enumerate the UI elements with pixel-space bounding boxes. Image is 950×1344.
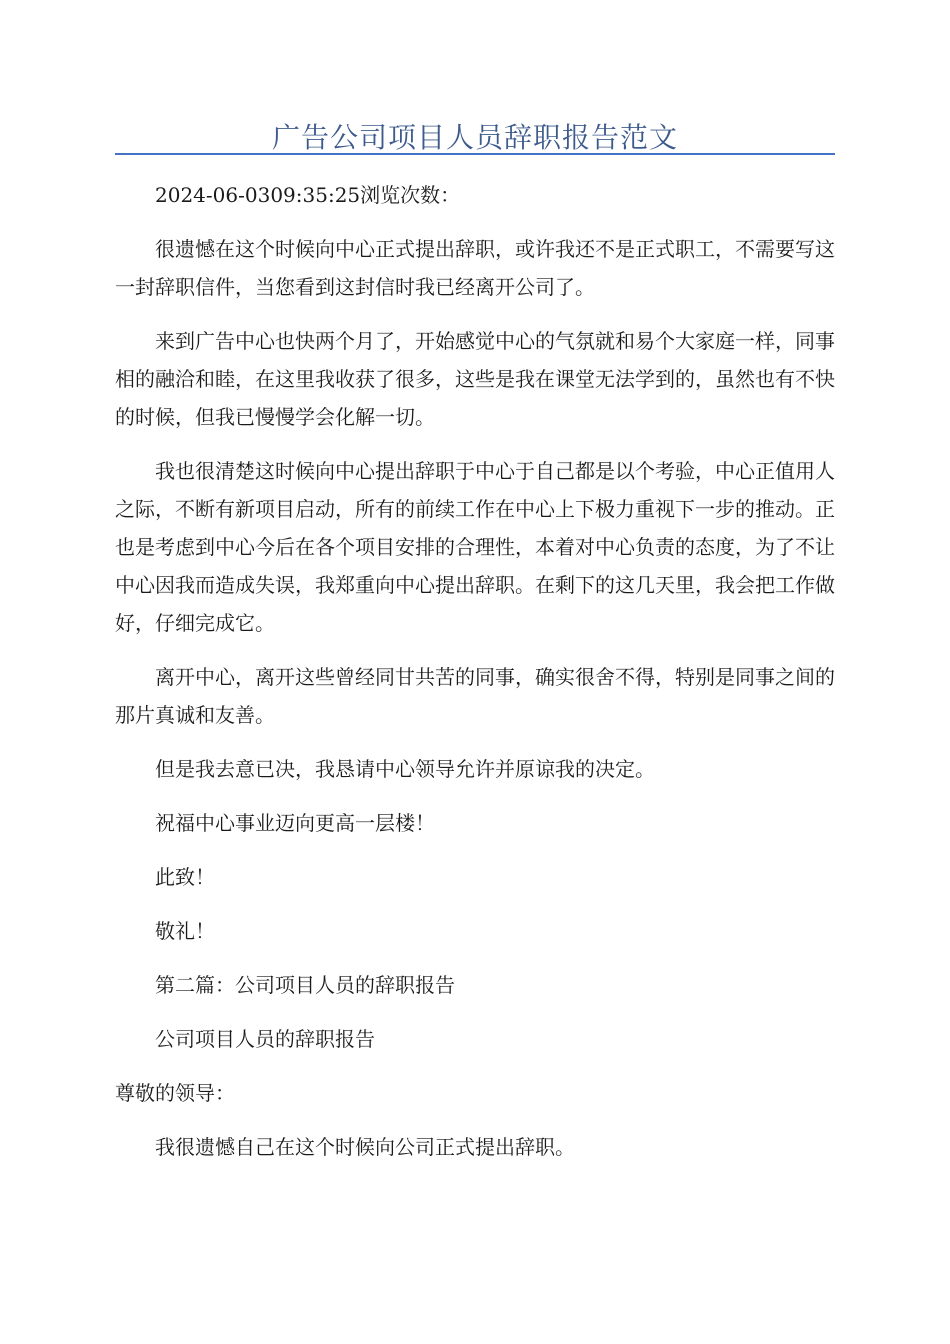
document-body (115, 176, 835, 1182)
closing-paragraph: 我很遗憾自己在这个时候向公司正式提出辞职。 (155, 1135, 575, 1159)
paragraph-6: 祝福中心事业迈向更高一层楼！ (155, 811, 435, 835)
paragraph-4: 离开中心，离开这些曾经同甘共苦的同事，确实很舍不得，特别是同事之间的那片真诚和友善。 (115, 665, 835, 727)
paragraph-1: 很遗憾在这个时候向中心正式提出辞职，或许我还不是正式职工，不需要写这一封辞职信件，当您看到这封信时我已经离开公司了。 (115, 237, 835, 299)
document-title: 广告公司项目人员辞职报告范文 (271, 121, 678, 154)
section-subtitle: 公司项目人员的辞职报告 (155, 1027, 375, 1051)
salutation: 尊敬的领导： (115, 1081, 235, 1105)
title-underline (115, 153, 835, 155)
paragraph-5: 但是我去意已决，我恳请中心领导允许并原谅我的决定。 (155, 757, 655, 781)
paragraph-3: 我也很清楚这时候向中心提出辞职于中心于自己都是以个考验，中心正值用人之际，不断有新项目启动，所有的前续工作在中心上下极力重视下一步的推动。正也是考虑到中心今后在各个项目安排的合理性，本着对中心负责的态度，为了不让中心因我而造成失误，我郑重向中心提出辞职。在剩下的这几天里，我会把工作做好，仔细完成它。 (115, 459, 835, 635)
paragraph-2: 来到广告中心也快两个月了，开始感觉中心的气氛就和易个大家庭一样，同事相的融洽和睦，在这里我收获了很多，这些是我在课堂无法学到的，虽然也有不快的时候，但我已慢慢学会化解一切。 (115, 329, 835, 429)
meta-line: 2024-06-0309:35:25浏览次数： (155, 183, 461, 207)
paragraph-8: 敬礼！ (155, 919, 215, 943)
section-heading: 第二篇：公司项目人员的辞职报告 (155, 973, 455, 997)
paragraph-7: 此致！ (155, 865, 215, 889)
